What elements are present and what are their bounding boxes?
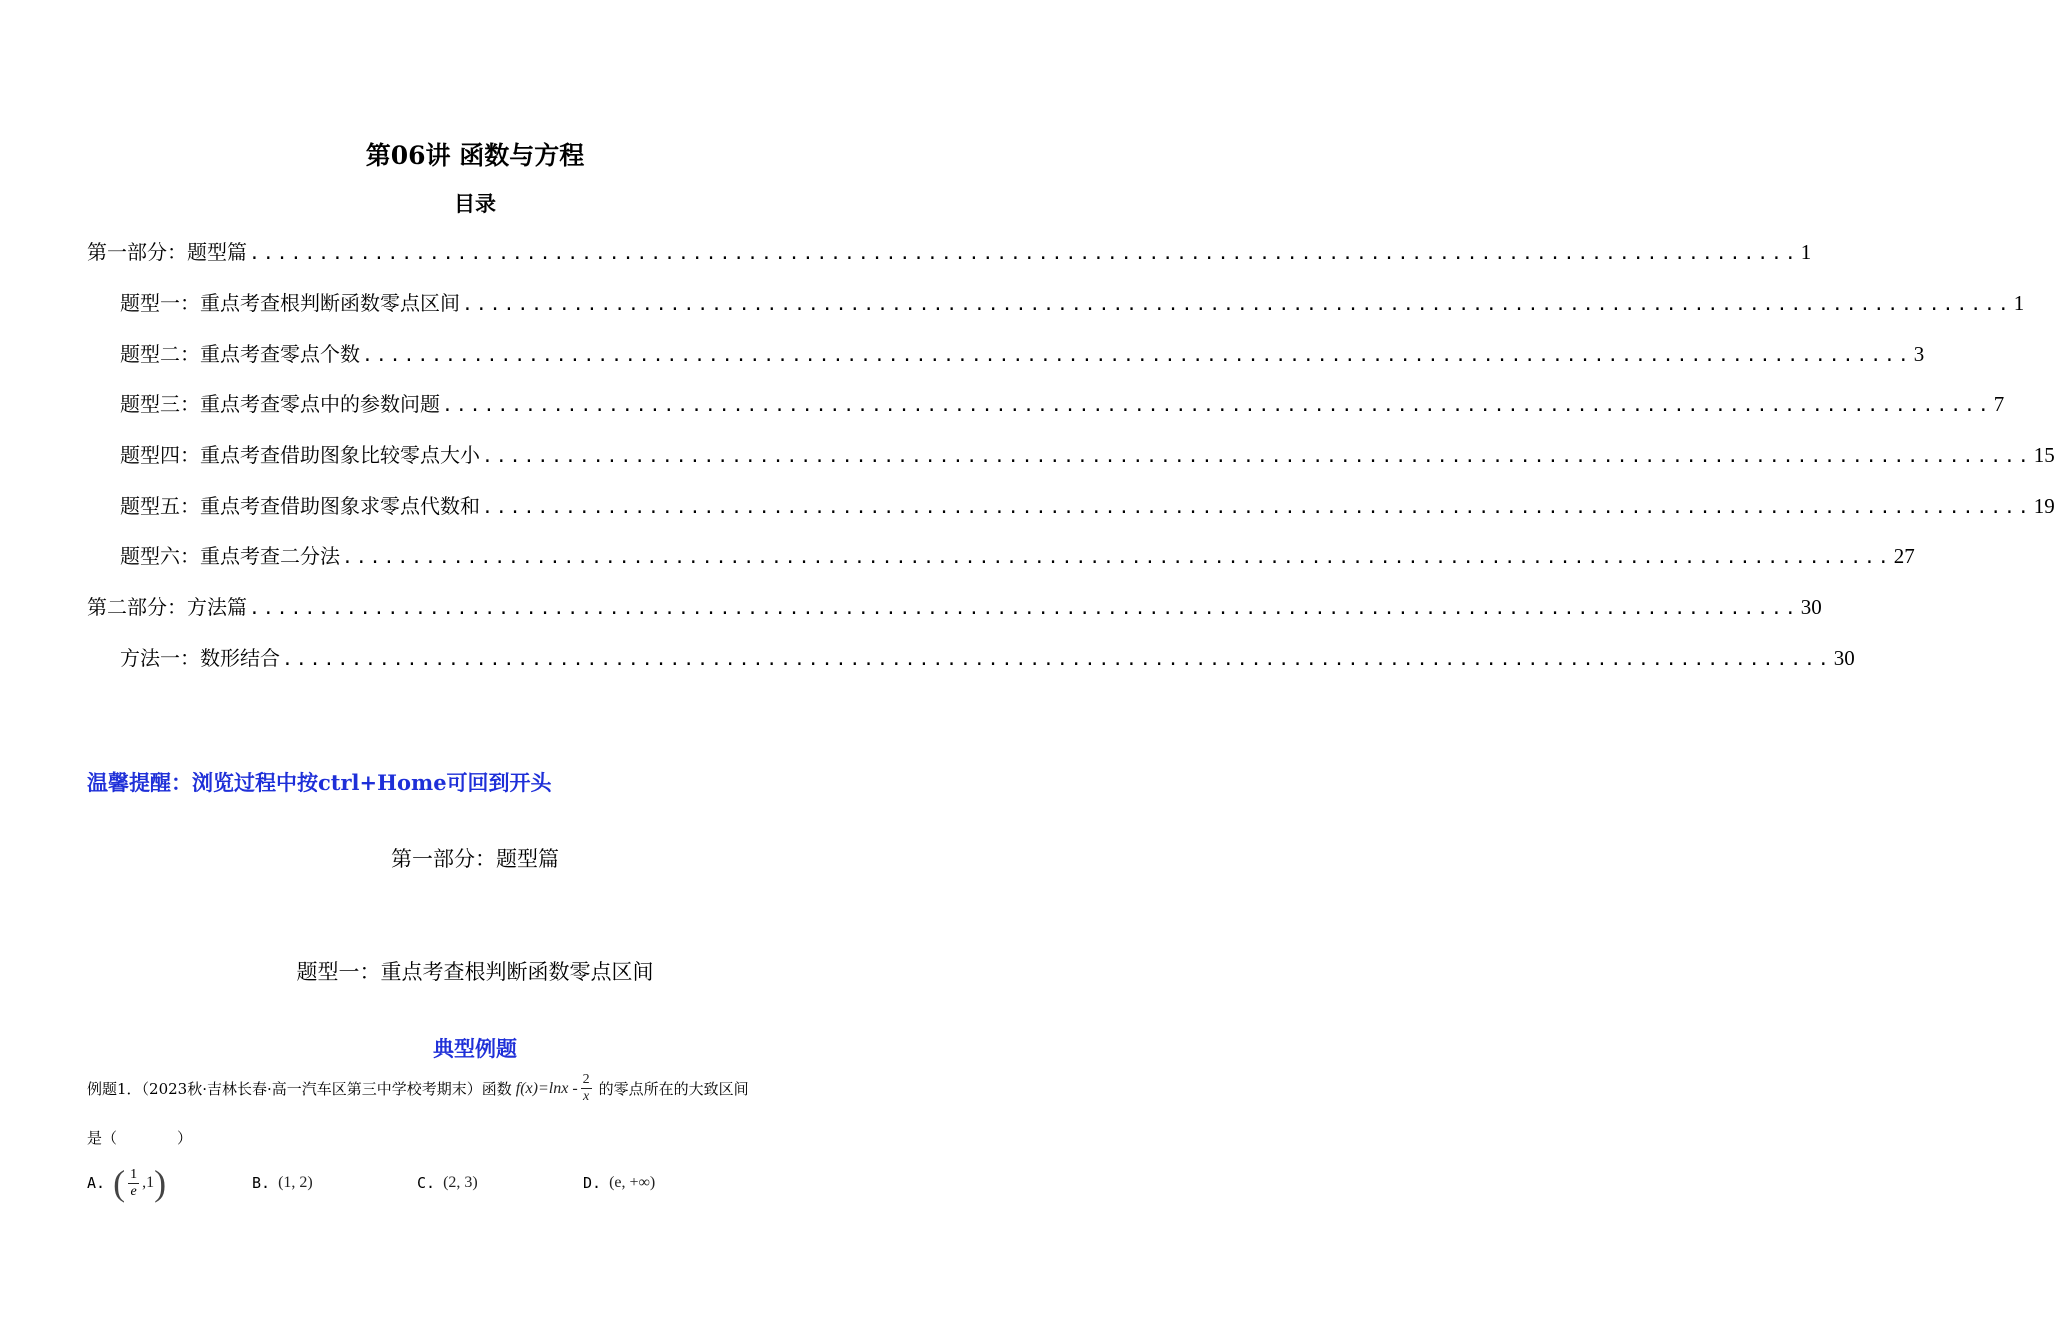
option-b[interactable] (252, 1160, 313, 1206)
toc-entry-type-one[interactable] (120, 287, 2025, 321)
toc-entry-type-five[interactable] (120, 490, 2055, 524)
option-letter: B. (252, 1174, 271, 1192)
toc-entry-label: 题型三：重点考查零点中的参数问题 (120, 392, 440, 416)
left-paren: ( (113, 1163, 126, 1203)
fraction-numerator: 2 (582, 1072, 590, 1087)
toc-leader-dots: ................................................................................................................ (249, 243, 1799, 264)
toc-entry-label: 题型六：重点考查二分法 (120, 544, 340, 568)
part-title: 第一部分：题型篇 (391, 847, 559, 871)
toc-entry-part-one[interactable] (87, 236, 1812, 270)
option-letter: D. (583, 1174, 602, 1192)
toc-heading: 目录 (454, 191, 496, 216)
option-value (113, 1165, 166, 1201)
fraction-denominator: x (583, 1089, 590, 1104)
example-heading: 典型例题 (433, 1036, 517, 1061)
toc-entry-label: 第一部分：题型篇 (87, 240, 247, 264)
toc-leader-dots: ................................................................................................................ (282, 649, 1832, 670)
toc-leader-dots: ................................................................................................................ (482, 446, 2032, 467)
formula-lhs: f(x)=lnx - (515, 1079, 578, 1097)
toc-entry-label: 第二部分：方法篇 (87, 595, 247, 619)
toc-entry-page: 30 (1833, 646, 1855, 670)
toc-entry-page: 1 (1800, 240, 1812, 264)
toc-entry-page: 1 (2013, 291, 2025, 315)
formula-fraction (581, 1072, 592, 1105)
toc-entry-page: 3 (1913, 342, 1925, 366)
fraction-denominator: e (130, 1183, 137, 1199)
toc-entry-page: 19 (2033, 494, 2055, 518)
answer-options (87, 1160, 867, 1206)
toc-entry-label: 题型一：重点考查根判断函数零点区间 (120, 291, 460, 315)
option-rest: ,1 (142, 1174, 155, 1191)
option-letter: C. (417, 1174, 436, 1192)
question-suffix: 的零点所在的大致区间 (598, 1080, 749, 1098)
option-value: (e, +∞) (609, 1174, 656, 1191)
toc-leader-dots: ................................................................................................................ (462, 294, 2012, 315)
document-title: 第06讲 函数与方程 (365, 141, 585, 170)
toc-entry-label: 方法一：数形结合 (120, 646, 280, 670)
toc-entry-type-three[interactable] (120, 388, 2005, 422)
toc-entry-type-four[interactable] (120, 439, 2055, 473)
toc-entry-page: 7 (1993, 392, 2005, 416)
toc-entry-page: 15 (2033, 443, 2055, 467)
toc-entry-method-one[interactable] (120, 642, 1855, 676)
function-formula (516, 1072, 595, 1105)
toc-entry-page: 30 (1800, 595, 1822, 619)
question-text (87, 1072, 867, 1105)
question-prefix: 例题1．（2023秋·吉林长春·高一汽车区第三中学校考期末）函数 (87, 1080, 512, 1098)
option-letter: A. (87, 1174, 106, 1192)
question-line-2: 是（ ） (87, 1129, 193, 1147)
toc-entry-type-six[interactable] (120, 540, 1915, 574)
toc-leader-dots: ................................................................................................................ (482, 497, 2032, 518)
reminder-note: 温馨提醒：浏览过程中按ctrl+Home可回到开头 (87, 770, 552, 795)
toc-entry-label: 题型五：重点考查借助图象求零点代数和 (120, 494, 480, 518)
option-d[interactable] (583, 1160, 655, 1206)
toc-leader-dots: ................................................................................................................ (442, 395, 1992, 416)
section-title: 题型一：重点考查根判断函数零点区间 (296, 960, 654, 984)
right-paren: ) (154, 1163, 167, 1203)
fraction-numerator: 1 (130, 1166, 138, 1182)
toc-entry-label: 题型二：重点考查零点个数 (120, 342, 360, 366)
option-c[interactable] (417, 1160, 478, 1206)
toc-leader-dots: ................................................................................................................ (249, 598, 1799, 619)
toc-entry-type-two[interactable] (120, 338, 1925, 372)
toc-leader-dots: ................................................................................................................ (342, 547, 1892, 568)
option-fraction (128, 1167, 139, 1200)
toc-leader-dots: ................................................................................................................ (362, 345, 1912, 366)
option-value: (2, 3) (443, 1174, 478, 1191)
toc-entry-page: 27 (1893, 544, 1915, 568)
option-a[interactable] (87, 1160, 166, 1206)
toc-entry-part-two[interactable] (87, 591, 1822, 625)
toc-entry-label: 题型四：重点考查借助图象比较零点大小 (120, 443, 480, 467)
option-value: (1, 2) (278, 1174, 313, 1191)
